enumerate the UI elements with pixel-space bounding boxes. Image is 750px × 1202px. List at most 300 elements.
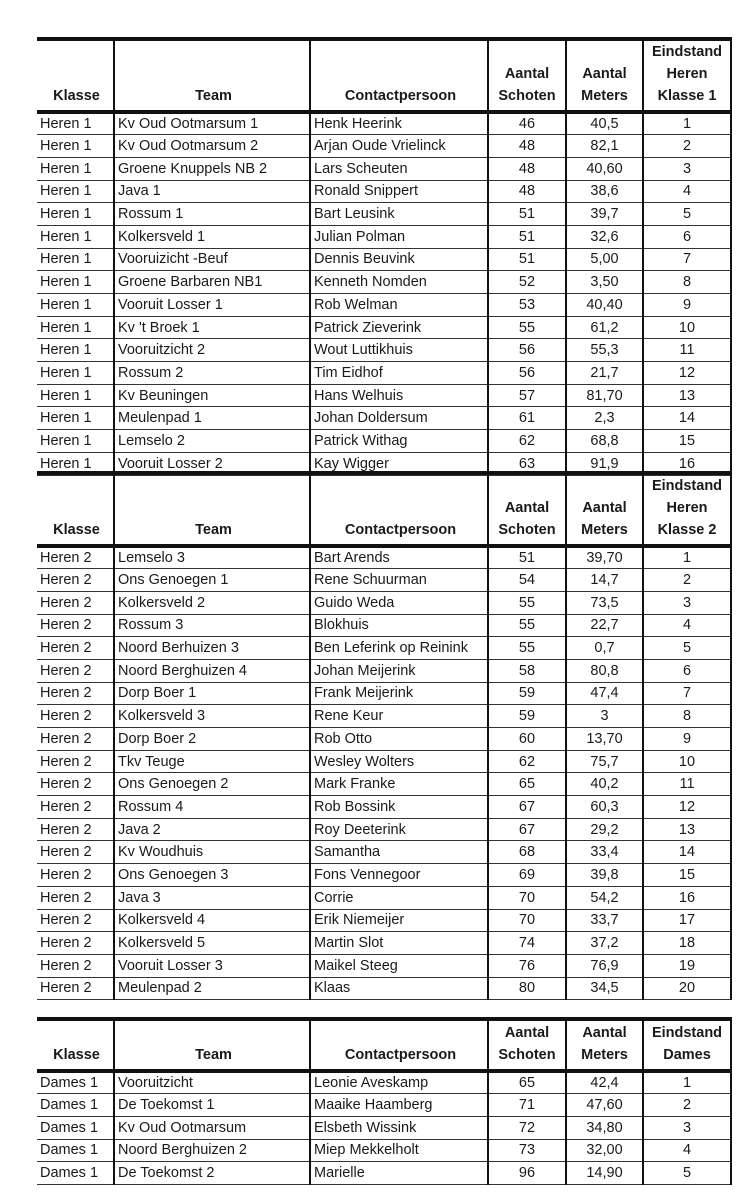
cell-aantal-schoten: 51 xyxy=(488,203,566,226)
cell-aantal-meters: 32,6 xyxy=(566,225,643,248)
header-line: Aantal xyxy=(504,66,550,82)
cell-aantal-schoten: 56 xyxy=(488,339,566,362)
cell-contactpersoon: Rene Keur xyxy=(310,705,488,728)
cell-team: Ons Genoegen 2 xyxy=(114,773,310,796)
header-line: Schoten xyxy=(498,1047,556,1063)
cell-aantal-meters: 91,9 xyxy=(566,452,643,475)
cell-contactpersoon: Tim Eidhof xyxy=(310,362,488,385)
header-line: Schoten xyxy=(498,88,556,104)
header-line: Schoten xyxy=(498,522,556,538)
cell-aantal-schoten: 69 xyxy=(488,864,566,887)
cell-aantal-schoten: 76 xyxy=(488,954,566,977)
header-line: Klasse 2 xyxy=(657,522,717,538)
cell-aantal-meters: 3 xyxy=(566,705,643,728)
cell-aantal-meters: 33,4 xyxy=(566,841,643,864)
table-row xyxy=(37,1139,731,1162)
cell-aantal-schoten: 71 xyxy=(488,1094,566,1117)
cell-team: Ons Genoegen 1 xyxy=(114,569,310,592)
cell-eindstand: 15 xyxy=(643,430,731,453)
cell-eindstand: 1 xyxy=(643,1071,731,1094)
table-row xyxy=(37,569,731,592)
table-row xyxy=(37,773,731,796)
cell-aantal-meters: 47,4 xyxy=(566,682,643,705)
cell-aantal-schoten: 59 xyxy=(488,682,566,705)
table-row xyxy=(37,637,731,660)
cell-contactpersoon: Henk Heerink xyxy=(310,112,488,135)
cell-team: Kolkersveld 5 xyxy=(114,932,310,955)
cell-contactpersoon: Ronald Snippert xyxy=(310,180,488,203)
cell-aantal-meters: 81,70 xyxy=(566,384,643,407)
cell-eindstand: 10 xyxy=(643,316,731,339)
cell-aantal-meters: 37,2 xyxy=(566,932,643,955)
cell-contactpersoon: Rob Otto xyxy=(310,728,488,751)
header-line: Meters xyxy=(581,522,628,538)
cell-contactpersoon: Rob Bossink xyxy=(310,796,488,819)
cell-klasse: Heren 1 xyxy=(37,180,114,203)
cell-aantal-schoten: 58 xyxy=(488,659,566,682)
cell-contactpersoon: Maikel Steeg xyxy=(310,954,488,977)
cell-contactpersoon: Martin Slot xyxy=(310,932,488,955)
header-contactpersoon: Contactpersoon xyxy=(310,473,488,546)
cell-aantal-meters: 2,3 xyxy=(566,407,643,430)
header-line: Aantal xyxy=(582,66,627,82)
cell-aantal-schoten: 67 xyxy=(488,818,566,841)
table-row xyxy=(37,909,731,932)
cell-aantal-meters: 47,60 xyxy=(566,1094,643,1117)
cell-klasse: Dames 1 xyxy=(37,1094,114,1117)
cell-team: Rossum 1 xyxy=(114,203,310,226)
cell-aantal-schoten: 60 xyxy=(488,728,566,751)
cell-contactpersoon: Miep Mekkelholt xyxy=(310,1139,488,1162)
header-team: Team xyxy=(114,39,310,112)
cell-klasse: Heren 1 xyxy=(37,384,114,407)
cell-aantal-schoten: 72 xyxy=(488,1116,566,1139)
header-klasse: Klasse xyxy=(37,473,114,546)
cell-eindstand: 7 xyxy=(643,248,731,271)
cell-klasse: Heren 2 xyxy=(37,841,114,864)
cell-aantal-meters: 68,8 xyxy=(566,430,643,453)
cell-aantal-meters: 75,7 xyxy=(566,750,643,773)
cell-contactpersoon: Kenneth Nomden xyxy=(310,271,488,294)
cell-klasse: Heren 1 xyxy=(37,407,114,430)
cell-aantal-meters: 40,40 xyxy=(566,294,643,317)
cell-aantal-schoten: 61 xyxy=(488,407,566,430)
cell-eindstand: 4 xyxy=(643,180,731,203)
cell-team: Kv Woudhuis xyxy=(114,841,310,864)
table-row xyxy=(37,954,731,977)
cell-aantal-meters: 34,80 xyxy=(566,1116,643,1139)
cell-eindstand: 6 xyxy=(643,659,731,682)
header-eindstand xyxy=(643,473,731,546)
cell-team: Rossum 4 xyxy=(114,796,310,819)
cell-contactpersoon: Marielle xyxy=(310,1162,488,1185)
cell-team: Rossum 2 xyxy=(114,362,310,385)
header-klasse: Klasse xyxy=(37,39,114,112)
heren-klasse-2-table xyxy=(37,471,732,1000)
cell-klasse: Dames 1 xyxy=(37,1162,114,1185)
cell-klasse: Heren 2 xyxy=(37,591,114,614)
table-row xyxy=(37,362,731,385)
cell-team: Kolkersveld 2 xyxy=(114,591,310,614)
cell-aantal-meters: 34,5 xyxy=(566,977,643,1000)
header-line: Heren xyxy=(666,500,708,516)
cell-klasse: Heren 2 xyxy=(37,773,114,796)
header-line: Meters xyxy=(581,1047,628,1063)
cell-eindstand: 8 xyxy=(643,705,731,728)
cell-contactpersoon: Lars Scheuten xyxy=(310,157,488,180)
cell-team: Java 2 xyxy=(114,818,310,841)
table-header-row xyxy=(37,39,731,112)
cell-team: Java 3 xyxy=(114,886,310,909)
cell-klasse: Heren 1 xyxy=(37,271,114,294)
cell-eindstand: 2 xyxy=(643,569,731,592)
header-line: Eindstand xyxy=(651,44,723,60)
cell-eindstand: 3 xyxy=(643,591,731,614)
cell-klasse: Heren 2 xyxy=(37,954,114,977)
cell-eindstand: 5 xyxy=(643,1162,731,1185)
cell-eindstand: 11 xyxy=(643,773,731,796)
cell-klasse: Heren 2 xyxy=(37,637,114,660)
cell-contactpersoon: Rene Schuurman xyxy=(310,569,488,592)
cell-team: Noord Berghuizen 4 xyxy=(114,659,310,682)
cell-contactpersoon: Bart Leusink xyxy=(310,203,488,226)
cell-klasse: Heren 1 xyxy=(37,294,114,317)
cell-klasse: Heren 1 xyxy=(37,203,114,226)
header-aantal-schoten xyxy=(488,1019,566,1071)
cell-eindstand: 3 xyxy=(643,1116,731,1139)
cell-aantal-schoten: 48 xyxy=(488,135,566,158)
cell-aantal-meters: 54,2 xyxy=(566,886,643,909)
cell-aantal-schoten: 52 xyxy=(488,271,566,294)
cell-eindstand: 4 xyxy=(643,1139,731,1162)
cell-aantal-schoten: 55 xyxy=(488,591,566,614)
cell-team: Vooruit Losser 2 xyxy=(114,452,310,475)
cell-aantal-meters: 32,00 xyxy=(566,1139,643,1162)
cell-aantal-meters: 33,7 xyxy=(566,909,643,932)
header-klasse: Klasse xyxy=(37,1019,114,1071)
header-line: Aantal xyxy=(504,1025,550,1041)
table-row xyxy=(37,886,731,909)
cell-contactpersoon: Wesley Wolters xyxy=(310,750,488,773)
header-line: Klasse 1 xyxy=(657,88,717,104)
cell-klasse: Heren 2 xyxy=(37,546,114,569)
cell-contactpersoon: Blokhuis xyxy=(310,614,488,637)
cell-aantal-schoten: 54 xyxy=(488,569,566,592)
cell-contactpersoon: Maaike Haamberg xyxy=(310,1094,488,1117)
cell-aantal-meters: 40,60 xyxy=(566,157,643,180)
cell-aantal-schoten: 51 xyxy=(488,546,566,569)
cell-aantal-meters: 22,7 xyxy=(566,614,643,637)
cell-contactpersoon: Arjan Oude Vrielinck xyxy=(310,135,488,158)
cell-aantal-schoten: 53 xyxy=(488,294,566,317)
cell-aantal-schoten: 51 xyxy=(488,225,566,248)
cell-aantal-meters: 39,8 xyxy=(566,864,643,887)
cell-aantal-meters: 13,70 xyxy=(566,728,643,751)
cell-team: Groene Barbaren NB1 xyxy=(114,271,310,294)
cell-aantal-meters: 60,3 xyxy=(566,796,643,819)
cell-eindstand: 13 xyxy=(643,384,731,407)
cell-aantal-meters: 21,7 xyxy=(566,362,643,385)
header-line: Heren xyxy=(666,66,708,82)
cell-eindstand: 9 xyxy=(643,294,731,317)
cell-team: Kv Oud Ootmarsum 1 xyxy=(114,112,310,135)
table-row xyxy=(37,203,731,226)
cell-eindstand: 1 xyxy=(643,112,731,135)
cell-team: Kv Oud Ootmarsum xyxy=(114,1116,310,1139)
cell-contactpersoon: Samantha xyxy=(310,841,488,864)
cell-aantal-meters: 76,9 xyxy=(566,954,643,977)
header-aantal-meters xyxy=(566,39,643,112)
cell-aantal-schoten: 96 xyxy=(488,1162,566,1185)
cell-klasse: Heren 1 xyxy=(37,112,114,135)
cell-team: Meulenpad 2 xyxy=(114,977,310,1000)
table-row xyxy=(37,339,731,362)
cell-team: Lemselo 2 xyxy=(114,430,310,453)
cell-aantal-schoten: 80 xyxy=(488,977,566,1000)
table-row xyxy=(37,818,731,841)
cell-contactpersoon: Johan Meijerink xyxy=(310,659,488,682)
cell-team: Vooruitzicht xyxy=(114,1071,310,1094)
cell-contactpersoon: Fons Vennegoor xyxy=(310,864,488,887)
cell-contactpersoon: Johan Doldersum xyxy=(310,407,488,430)
cell-contactpersoon: Klaas xyxy=(310,977,488,1000)
header-line: Dames xyxy=(663,1047,711,1063)
table-row xyxy=(37,659,731,682)
cell-aantal-meters: 5,00 xyxy=(566,248,643,271)
cell-klasse: Heren 1 xyxy=(37,339,114,362)
table-row xyxy=(37,977,731,1000)
cell-klasse: Heren 2 xyxy=(37,886,114,909)
cell-eindstand: 12 xyxy=(643,796,731,819)
table-row xyxy=(37,864,731,887)
cell-team: Kolkersveld 1 xyxy=(114,225,310,248)
cell-aantal-schoten: 57 xyxy=(488,384,566,407)
cell-contactpersoon: Mark Franke xyxy=(310,773,488,796)
cell-klasse: Heren 1 xyxy=(37,362,114,385)
cell-aantal-meters: 39,70 xyxy=(566,546,643,569)
cell-aantal-schoten: 68 xyxy=(488,841,566,864)
cell-eindstand: 15 xyxy=(643,864,731,887)
cell-contactpersoon: Hans Welhuis xyxy=(310,384,488,407)
cell-eindstand: 5 xyxy=(643,203,731,226)
cell-team: Dorp Boer 2 xyxy=(114,728,310,751)
cell-eindstand: 14 xyxy=(643,841,731,864)
cell-contactpersoon: Elsbeth Wissink xyxy=(310,1116,488,1139)
cell-klasse: Heren 2 xyxy=(37,614,114,637)
cell-klasse: Heren 2 xyxy=(37,909,114,932)
table-row xyxy=(37,796,731,819)
cell-eindstand: 17 xyxy=(643,909,731,932)
header-line: Meters xyxy=(581,88,628,104)
cell-eindstand: 12 xyxy=(643,362,731,385)
cell-klasse: Heren 2 xyxy=(37,728,114,751)
cell-klasse: Dames 1 xyxy=(37,1139,114,1162)
cell-contactpersoon: Ben Leferink op Reinink xyxy=(310,637,488,660)
cell-eindstand: 16 xyxy=(643,886,731,909)
header-eindstand xyxy=(643,39,731,112)
cell-klasse: Dames 1 xyxy=(37,1071,114,1094)
cell-eindstand: 13 xyxy=(643,818,731,841)
table-header-row xyxy=(37,473,731,546)
cell-contactpersoon: Kay Wigger xyxy=(310,452,488,475)
cell-eindstand: 5 xyxy=(643,637,731,660)
cell-klasse: Heren 1 xyxy=(37,225,114,248)
cell-aantal-schoten: 51 xyxy=(488,248,566,271)
cell-team: Dorp Boer 1 xyxy=(114,682,310,705)
cell-eindstand: 4 xyxy=(643,614,731,637)
cell-contactpersoon: Roy Deeterink xyxy=(310,818,488,841)
cell-contactpersoon: Frank Meijerink xyxy=(310,682,488,705)
table-row xyxy=(37,294,731,317)
header-line: Aantal xyxy=(582,1025,627,1041)
cell-eindstand: 19 xyxy=(643,954,731,977)
table-row xyxy=(37,728,731,751)
table-row xyxy=(37,384,731,407)
cell-klasse: Heren 2 xyxy=(37,796,114,819)
header-line: Eindstand xyxy=(651,1025,723,1041)
cell-contactpersoon: Patrick Withag xyxy=(310,430,488,453)
cell-aantal-meters: 14,90 xyxy=(566,1162,643,1185)
cell-team: De Toekomst 1 xyxy=(114,1094,310,1117)
cell-aantal-meters: 40,5 xyxy=(566,112,643,135)
table-row xyxy=(37,750,731,773)
header-contactpersoon: Contactpersoon xyxy=(310,1019,488,1071)
table-row xyxy=(37,932,731,955)
cell-eindstand: 2 xyxy=(643,1094,731,1117)
table-row xyxy=(37,682,731,705)
cell-contactpersoon: Patrick Zieverink xyxy=(310,316,488,339)
cell-team: Vooruitzicht 2 xyxy=(114,339,310,362)
cell-aantal-meters: 42,4 xyxy=(566,1071,643,1094)
cell-eindstand: 20 xyxy=(643,977,731,1000)
cell-contactpersoon: Julian Polman xyxy=(310,225,488,248)
cell-aantal-schoten: 48 xyxy=(488,157,566,180)
cell-aantal-schoten: 63 xyxy=(488,452,566,475)
cell-team: De Toekomst 2 xyxy=(114,1162,310,1185)
cell-klasse: Dames 1 xyxy=(37,1116,114,1139)
header-team: Team xyxy=(114,473,310,546)
table-row xyxy=(37,180,731,203)
header-aantal-schoten xyxy=(488,39,566,112)
cell-team: Kv Oud Ootmarsum 2 xyxy=(114,135,310,158)
header-line: Eindstand xyxy=(651,478,723,494)
cell-aantal-schoten: 74 xyxy=(488,932,566,955)
cell-team: Kolkersveld 4 xyxy=(114,909,310,932)
cell-aantal-schoten: 70 xyxy=(488,909,566,932)
cell-eindstand: 10 xyxy=(643,750,731,773)
cell-contactpersoon: Dennis Beuvink xyxy=(310,248,488,271)
table-row xyxy=(37,225,731,248)
cell-team: Java 1 xyxy=(114,180,310,203)
dames-table xyxy=(37,1017,732,1185)
heren-klasse-1-table xyxy=(37,37,732,476)
cell-contactpersoon: Rob Welman xyxy=(310,294,488,317)
cell-team: Groene Knuppels NB 2 xyxy=(114,157,310,180)
cell-team: Vooruizicht -Beuf xyxy=(114,248,310,271)
cell-eindstand: 2 xyxy=(643,135,731,158)
cell-eindstand: 3 xyxy=(643,157,731,180)
cell-klasse: Heren 1 xyxy=(37,157,114,180)
table-row xyxy=(37,271,731,294)
cell-klasse: Heren 2 xyxy=(37,682,114,705)
header-aantal-meters xyxy=(566,473,643,546)
cell-contactpersoon: Corrie xyxy=(310,886,488,909)
cell-aantal-meters: 29,2 xyxy=(566,818,643,841)
header-eindstand xyxy=(643,1019,731,1071)
cell-klasse: Heren 1 xyxy=(37,430,114,453)
header-aantal-schoten xyxy=(488,473,566,546)
header-team: Team xyxy=(114,1019,310,1071)
cell-aantal-schoten: 55 xyxy=(488,316,566,339)
cell-aantal-schoten: 59 xyxy=(488,705,566,728)
table-row xyxy=(37,430,731,453)
cell-contactpersoon: Bart Arends xyxy=(310,546,488,569)
cell-aantal-meters: 38,6 xyxy=(566,180,643,203)
header-contactpersoon: Contactpersoon xyxy=(310,39,488,112)
table-row xyxy=(37,157,731,180)
cell-klasse: Heren 2 xyxy=(37,864,114,887)
cell-klasse: Heren 1 xyxy=(37,135,114,158)
cell-aantal-meters: 0,7 xyxy=(566,637,643,660)
cell-aantal-schoten: 70 xyxy=(488,886,566,909)
cell-eindstand: 16 xyxy=(643,452,731,475)
cell-team: Lemselo 3 xyxy=(114,546,310,569)
cell-team: Meulenpad 1 xyxy=(114,407,310,430)
table-row xyxy=(37,591,731,614)
table-row xyxy=(37,546,731,569)
cell-eindstand: 14 xyxy=(643,407,731,430)
cell-aantal-schoten: 67 xyxy=(488,796,566,819)
cell-contactpersoon: Erik Niemeijer xyxy=(310,909,488,932)
table-row xyxy=(37,705,731,728)
table-row xyxy=(37,614,731,637)
cell-aantal-schoten: 55 xyxy=(488,614,566,637)
cell-team: Vooruit Losser 1 xyxy=(114,294,310,317)
cell-team: Vooruit Losser 3 xyxy=(114,954,310,977)
cell-eindstand: 9 xyxy=(643,728,731,751)
cell-klasse: Heren 2 xyxy=(37,977,114,1000)
table-row xyxy=(37,248,731,271)
cell-team: Tkv Teuge xyxy=(114,750,310,773)
cell-aantal-schoten: 62 xyxy=(488,430,566,453)
cell-klasse: Heren 2 xyxy=(37,750,114,773)
cell-team: Kolkersveld 3 xyxy=(114,705,310,728)
cell-aantal-meters: 73,5 xyxy=(566,591,643,614)
cell-aantal-meters: 3,50 xyxy=(566,271,643,294)
cell-contactpersoon: Wout Luttikhuis xyxy=(310,339,488,362)
cell-klasse: Heren 2 xyxy=(37,932,114,955)
table-row xyxy=(37,407,731,430)
cell-aantal-meters: 14,7 xyxy=(566,569,643,592)
cell-eindstand: 8 xyxy=(643,271,731,294)
cell-eindstand: 18 xyxy=(643,932,731,955)
cell-team: Noord Berghuizen 2 xyxy=(114,1139,310,1162)
cell-aantal-schoten: 65 xyxy=(488,773,566,796)
cell-team: Kv 't Broek 1 xyxy=(114,316,310,339)
cell-contactpersoon: Leonie Aveskamp xyxy=(310,1071,488,1094)
cell-aantal-meters: 61,2 xyxy=(566,316,643,339)
cell-eindstand: 11 xyxy=(643,339,731,362)
cell-eindstand: 6 xyxy=(643,225,731,248)
cell-aantal-meters: 82,1 xyxy=(566,135,643,158)
cell-klasse: Heren 2 xyxy=(37,705,114,728)
table-row xyxy=(37,1094,731,1117)
table-row xyxy=(37,1071,731,1094)
cell-klasse: Heren 2 xyxy=(37,659,114,682)
cell-aantal-schoten: 56 xyxy=(488,362,566,385)
table-row xyxy=(37,112,731,135)
table-row xyxy=(37,135,731,158)
